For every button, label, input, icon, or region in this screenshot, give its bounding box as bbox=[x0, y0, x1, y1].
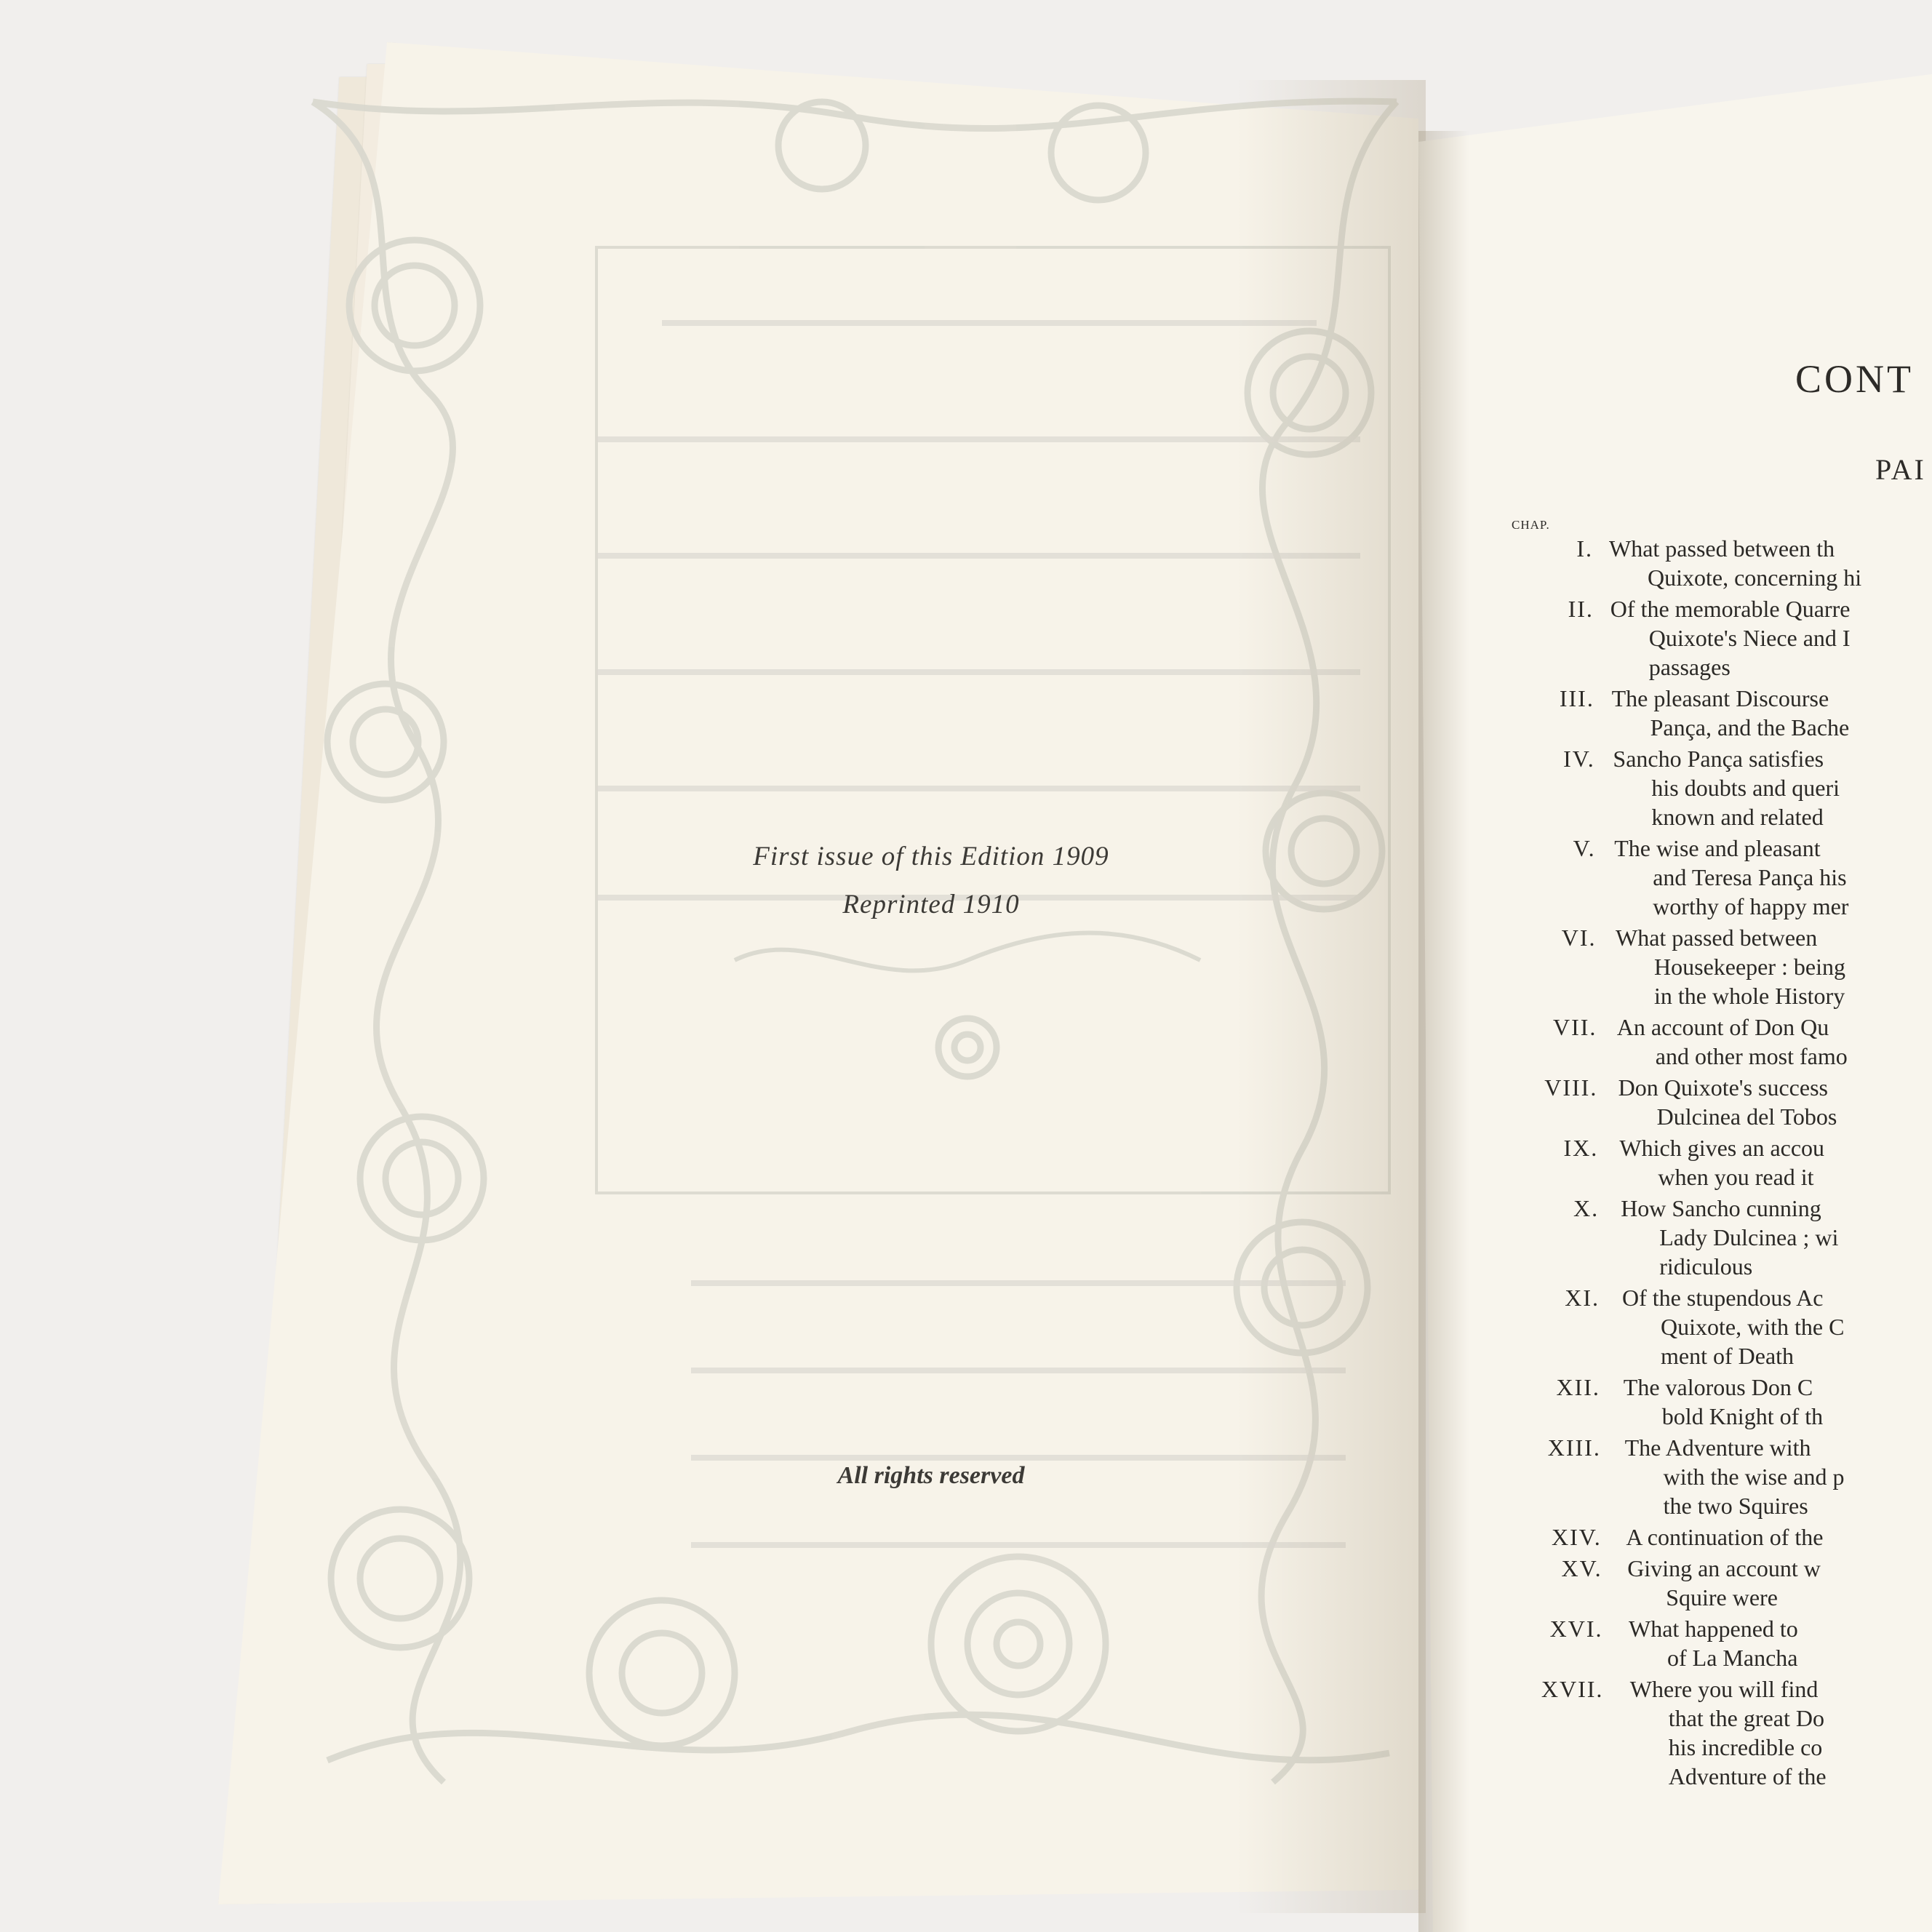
toc-line: worthy of happy mer bbox=[1653, 893, 1849, 919]
part-heading: PAI bbox=[1875, 453, 1926, 486]
toc-line: Housekeeper : being bbox=[1654, 954, 1846, 980]
toc-line: in the whole History bbox=[1654, 983, 1845, 1009]
toc-line: What happened to bbox=[1629, 1616, 1798, 1642]
toc-line: Dulcinea del Tobos bbox=[1656, 1103, 1837, 1130]
edition-note: First issue of this Edition 1909 bbox=[753, 842, 1109, 871]
toc-line: and Teresa Pança his bbox=[1653, 864, 1847, 890]
reprint-note: Reprinted 1910 bbox=[842, 890, 1020, 919]
toc-line: Quixote, with the C bbox=[1661, 1314, 1845, 1340]
toc-line: How Sancho cunning bbox=[1621, 1195, 1821, 1221]
toc-line: passages bbox=[1648, 654, 1731, 680]
toc-line: Quixote's Niece and I bbox=[1648, 625, 1851, 651]
toc-chapter-number: XVI. bbox=[1549, 1616, 1603, 1642]
toc-line: Giving an account w bbox=[1627, 1555, 1821, 1581]
toc-line: The Adventure with bbox=[1624, 1434, 1811, 1461]
toc-chapter-number: XII. bbox=[1556, 1374, 1600, 1400]
toc-line: What passed between bbox=[1616, 925, 1818, 951]
toc-line: that the great Do bbox=[1668, 1705, 1824, 1731]
toc-line: with the wise and p bbox=[1663, 1464, 1845, 1490]
chapter-column-label: CHAP. bbox=[1512, 518, 1550, 532]
toc-line: An account of Don Qu bbox=[1616, 1014, 1829, 1040]
toc-chapter-number: VII. bbox=[1552, 1014, 1597, 1040]
rights-note: All rights reserved bbox=[837, 1462, 1025, 1489]
toc-chapter-number: VI. bbox=[1561, 925, 1597, 951]
toc-chapter-number: VIII. bbox=[1544, 1074, 1598, 1101]
toc-chapter-number: III. bbox=[1559, 685, 1594, 711]
toc-line: Squire were bbox=[1666, 1584, 1778, 1610]
toc-line: The pleasant Discourse bbox=[1611, 685, 1829, 711]
toc-line: Adventure of the bbox=[1668, 1763, 1827, 1789]
toc-chapter-number: IX. bbox=[1563, 1135, 1599, 1161]
toc-chapter-number: X. bbox=[1573, 1195, 1600, 1221]
toc-chapter-number: XIV. bbox=[1551, 1524, 1602, 1550]
toc-line: his doubts and queri bbox=[1651, 775, 1840, 801]
toc-line: Where you will find bbox=[1629, 1676, 1819, 1702]
toc-line: Of the memorable Quarre bbox=[1610, 596, 1851, 622]
toc-chapter-number: XVII. bbox=[1541, 1676, 1604, 1702]
toc-chapter-number: II. bbox=[1568, 596, 1594, 622]
toc-line: ment of Death bbox=[1661, 1343, 1795, 1369]
toc-line: Sancho Pança satisfies bbox=[1613, 746, 1824, 772]
toc-chapter-number: I. bbox=[1576, 535, 1593, 562]
toc-line: ridiculous bbox=[1659, 1253, 1753, 1280]
toc-line: Of the stupendous Ac bbox=[1622, 1285, 1824, 1311]
toc-line: known and related bbox=[1651, 804, 1824, 830]
toc-line: and other most famo bbox=[1655, 1043, 1848, 1069]
toc-line: Which gives an accou bbox=[1619, 1135, 1825, 1161]
toc-line: What passed between th bbox=[1609, 535, 1835, 562]
toc-line: The wise and pleasant bbox=[1614, 835, 1821, 861]
toc-line: The valorous Don C bbox=[1623, 1374, 1813, 1400]
toc-line: of La Mancha bbox=[1667, 1645, 1798, 1671]
toc-chapter-number: XV. bbox=[1561, 1555, 1602, 1581]
toc-line: Don Quixote's success bbox=[1618, 1074, 1828, 1101]
toc-line: bold Knight of th bbox=[1661, 1403, 1824, 1429]
toc-line: when you read it bbox=[1658, 1164, 1814, 1190]
toc-line: the two Squires bbox=[1663, 1493, 1808, 1519]
toc-line: his incredible co bbox=[1668, 1734, 1823, 1760]
gutter-shadow bbox=[1418, 131, 1469, 1932]
toc-chapter-number: V. bbox=[1573, 835, 1596, 861]
toc-line: Lady Dulcinea ; wi bbox=[1659, 1224, 1839, 1250]
toc-chapter-number: IV. bbox=[1563, 746, 1595, 772]
toc-chapter-number: XI. bbox=[1565, 1285, 1600, 1311]
toc-line: Quixote, concerning hi bbox=[1648, 564, 1862, 591]
toc-line: A continuation of the bbox=[1626, 1524, 1824, 1550]
contents-heading: CONT bbox=[1795, 357, 1914, 401]
ornamental-title-frame bbox=[284, 87, 1426, 1797]
toc-chapter-number: XIII. bbox=[1547, 1434, 1601, 1461]
toc-line: Pança, and the Bache bbox=[1650, 714, 1850, 741]
